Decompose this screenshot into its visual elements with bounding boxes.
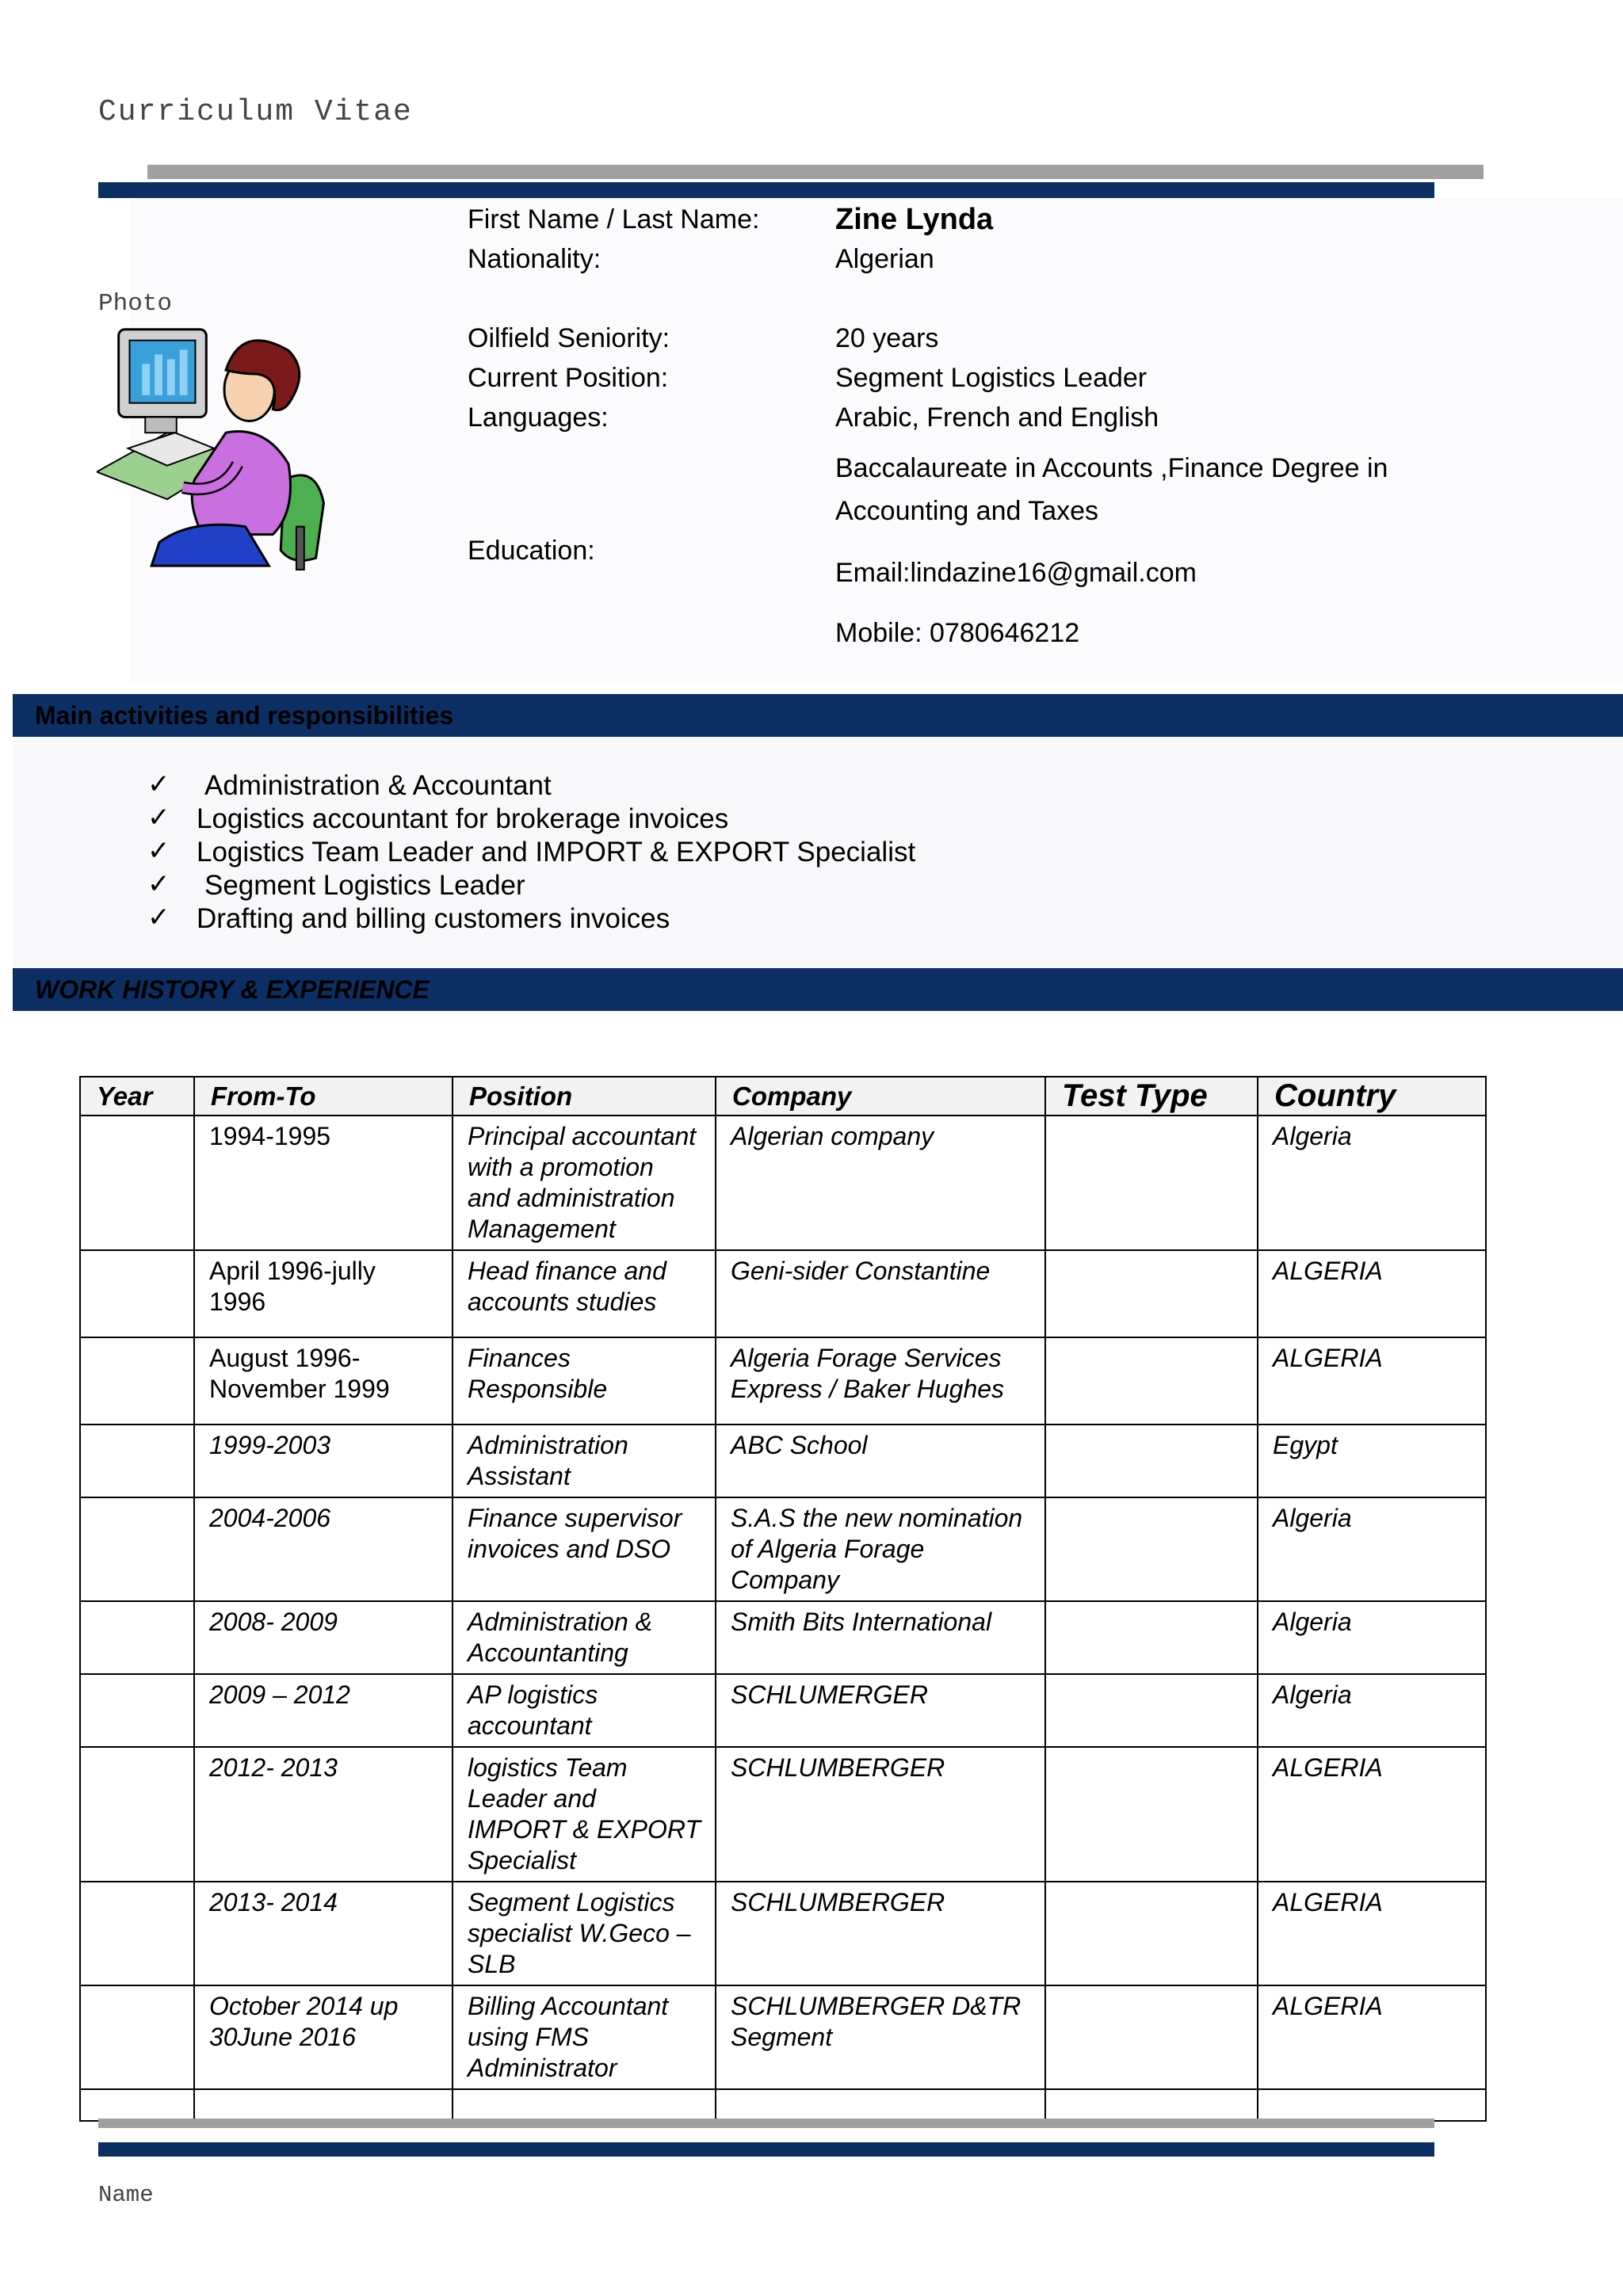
from-to-cell: August 1996-November 1999 (194, 1337, 453, 1425)
footer-name-label: Name (98, 2182, 154, 2208)
name-label: First Name / Last Name: (468, 204, 760, 235)
test-type-cell (1045, 1882, 1258, 1985)
table-row (80, 1747, 1486, 1882)
table-row (80, 1116, 1486, 1250)
table-row (80, 1250, 1486, 1337)
checkmark-icon: ✓ (147, 868, 170, 900)
education-value-line1: Baccalaureate in Accounts ,Finance Degree in (835, 453, 1388, 483)
table-row (80, 1985, 1486, 2089)
country-cell: ALGERIA (1258, 1747, 1486, 1882)
table-row (80, 1674, 1486, 1747)
from-to-cell: 2012- 2013 (194, 1747, 453, 1882)
country-cell: ALGERIA (1258, 1882, 1486, 1985)
from-to-cell: 2004-2006 (194, 1497, 453, 1601)
position-cell: Principal accountant with a promotion and administration Management (453, 1116, 716, 1250)
column-header-year: Year (80, 1077, 194, 1116)
position-cell: Finance supervisor invoices and DSO (453, 1497, 716, 1601)
current-position-value: Segment Logistics Leader (835, 363, 1148, 393)
test-type-cell (1045, 1425, 1258, 1497)
work-history-table (79, 1076, 1487, 2122)
company-cell: Algeria Forage Services Express / Baker Hughes (716, 1337, 1045, 1425)
activity-item: Administration & Accountant (204, 770, 552, 801)
checkmark-icon: ✓ (147, 769, 170, 800)
company-cell: S.A.S the new nomination of Algeria Forage Company (716, 1497, 1045, 1601)
table-row (80, 1337, 1486, 1425)
activity-item: Logistics Team Leader and IMPORT & EXPORT Specialist (197, 837, 916, 868)
country-cell: Egypt (1258, 1425, 1486, 1497)
company-cell: Smith Bits International (716, 1601, 1045, 1674)
languages-label: Languages: (468, 402, 609, 433)
year-cell (80, 1116, 194, 1250)
country-cell: Algeria (1258, 1116, 1486, 1250)
country-cell: Algeria (1258, 1674, 1486, 1747)
photo-label: Photo (98, 290, 173, 318)
table-row (80, 1601, 1486, 1674)
company-cell: SCHLUMERGER (716, 1674, 1045, 1747)
from-to-cell: 2013- 2014 (194, 1882, 453, 1985)
company-cell: Algerian company (716, 1116, 1045, 1250)
work-heading: WORK HISTORY & EXPERIENCE (35, 975, 430, 1004)
activity-item: Drafting and billing customers invoices (197, 903, 670, 934)
position-cell: Billing Accountant using FMS Administrator (453, 1985, 716, 2089)
top-navy-rule (98, 182, 1434, 198)
company-cell: SCHLUMBERGER (716, 1747, 1045, 1882)
cv-title: Curriculum Vitae (98, 95, 413, 129)
country-cell: ALGERIA (1258, 1337, 1486, 1425)
from-to-cell: April 1996-jully 1996 (194, 1250, 453, 1337)
from-to-cell: 2008- 2009 (194, 1601, 453, 1674)
nationality-value: Algerian (835, 244, 934, 274)
company-cell (716, 2089, 1045, 2121)
year-cell (80, 1425, 194, 1497)
column-header-country: Country (1258, 1077, 1486, 1116)
position-cell: logistics Team Leader and IMPORT & EXPORT Specialist (453, 1747, 716, 1882)
from-to-cell: October 2014 up 30June 2016 (194, 1985, 453, 2089)
table-row (80, 1497, 1486, 1601)
column-header-position: Position (453, 1077, 716, 1116)
position-cell: Segment Logistics specialist W.Geco – SLB (453, 1882, 716, 1985)
table-header-row (80, 1077, 1486, 1116)
test-type-cell (1045, 1497, 1258, 1601)
test-type-cell (1045, 1747, 1258, 1882)
from-to-cell: 1994-1995 (194, 1116, 453, 1250)
email-text: Email:lindazine16@gmail.com (835, 558, 1197, 588)
activity-item: Segment Logistics Leader (204, 870, 525, 901)
year-cell (80, 1674, 194, 1747)
bottom-grey-rule (98, 2119, 1434, 2128)
company-cell: SCHLUMBERGER D&TR Segment (716, 1985, 1045, 2089)
column-header-test-type: Test Type (1045, 1077, 1258, 1116)
table-row-empty (80, 2089, 1486, 2121)
checkmark-icon: ✓ (147, 902, 170, 933)
languages-value: Arabic, French and English (835, 402, 1159, 433)
bottom-navy-rule (98, 2142, 1434, 2157)
test-type-cell (1045, 1674, 1258, 1747)
country-cell: ALGERIA (1258, 1250, 1486, 1337)
top-grey-rule (147, 165, 1484, 179)
company-cell: Geni-sider Constantine (716, 1250, 1045, 1337)
country-cell: Algeria (1258, 1601, 1486, 1674)
position-cell: Head finance and accounts studies (453, 1250, 716, 1337)
name-value: Zine Lynda (835, 203, 994, 236)
position-cell: Administration Assistant (453, 1425, 716, 1497)
year-cell (80, 1882, 194, 1985)
test-type-cell (1045, 1985, 1258, 2089)
education-value-line2: Accounting and Taxes (835, 496, 1099, 526)
from-to-cell: 1999-2003 (194, 1425, 453, 1497)
year-cell (80, 1747, 194, 1882)
year-cell (80, 1250, 194, 1337)
country-cell: Algeria (1258, 1497, 1486, 1601)
position-cell: Finances Responsible (453, 1337, 716, 1425)
mobile-text: Mobile: 0780646212 (835, 618, 1080, 648)
nationality-label: Nationality: (468, 244, 601, 274)
current-position-label: Current Position: (468, 363, 669, 393)
year-cell (80, 1601, 194, 1674)
country-cell (1258, 2089, 1486, 2121)
company-cell: ABC School (716, 1425, 1045, 1497)
from-to-cell: 2009 – 2012 (194, 1674, 453, 1747)
column-header-company: Company (716, 1077, 1045, 1116)
from-to-cell (194, 2089, 453, 2121)
table-row (80, 1882, 1486, 1985)
test-type-cell (1045, 1601, 1258, 1674)
position-cell: Administration & Accountanting (453, 1601, 716, 1674)
seniority-value: 20 years (835, 323, 939, 353)
test-type-cell (1045, 1337, 1258, 1425)
seniority-label: Oilfield Seniority: (468, 323, 670, 353)
year-cell (80, 1985, 194, 2089)
education-label: Education: (468, 536, 595, 566)
year-cell (80, 2089, 194, 2121)
test-type-cell (1045, 1116, 1258, 1250)
test-type-cell (1045, 1250, 1258, 1337)
country-cell: ALGERIA (1258, 1985, 1486, 2089)
checkmark-icon: ✓ (147, 802, 170, 833)
position-cell: AP logistics accountant (453, 1674, 716, 1747)
year-cell (80, 1337, 194, 1425)
woman-at-computer-illustration (97, 315, 355, 574)
test-type-cell (1045, 2089, 1258, 2121)
activities-heading: Main activities and responsibilities (35, 701, 454, 730)
table-row (80, 1425, 1486, 1497)
position-cell (453, 2089, 716, 2121)
company-cell: SCHLUMBERGER (716, 1882, 1045, 1985)
column-header-from-to: From-To (194, 1077, 453, 1116)
year-cell (80, 1497, 194, 1601)
activity-item: Logistics accountant for brokerage invoices (197, 803, 729, 834)
checkmark-icon: ✓ (147, 835, 170, 867)
